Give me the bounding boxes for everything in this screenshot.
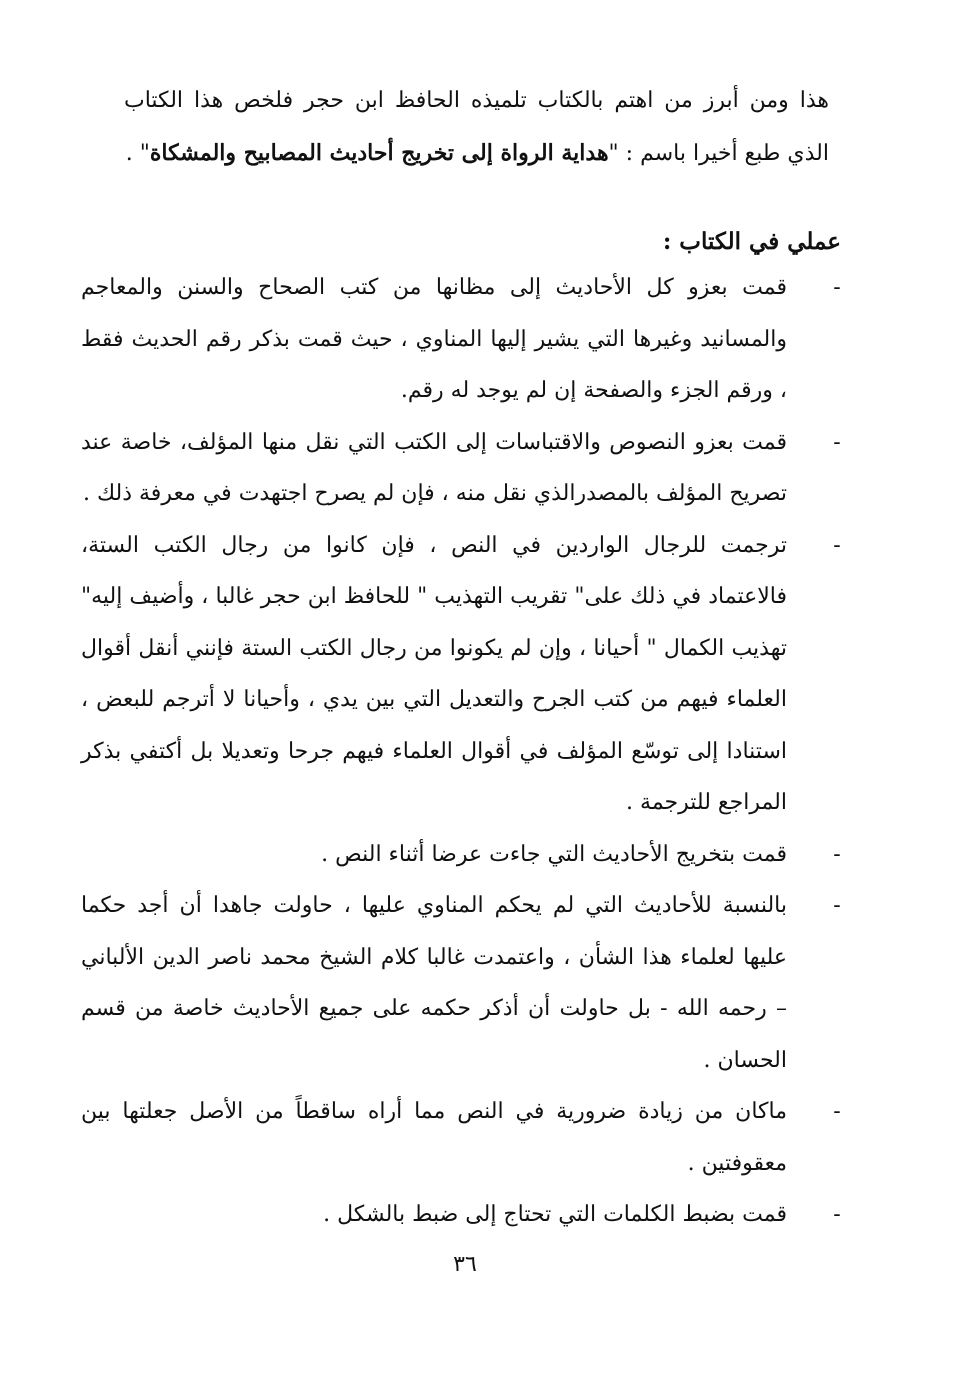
list-item — [81, 417, 847, 520]
list-item — [81, 829, 847, 881]
bullet-dash: - — [833, 1202, 841, 1227]
section-heading: عملي في الكتاب : — [662, 228, 841, 255]
list-item-text: ترجمت للرجال الواردين في النص ، فإن كانوا من رجال الكتب الستة، فالاعتماد في ذلك على" تقريب التهذيب " للحافظ ابن حجر غالبا ، وأضيف إليه" تهذيب الكمال " أحيانا ، وإن لم يكونوا من رجال الكتب الستة فإنني أنقل أقوال العلماء فيهم من كتب الجرح والتعديل التي بين يدي ، وأحيانا لا أترجم للبعض ، استنادا إلى توسّع المؤلف في أقوال العلماء فيهم جرحا وتعديلا بل أكتفي بذكر المراجع للترجمة . — [81, 532, 787, 815]
bullet-dash: - — [833, 893, 841, 918]
page-number: ٣٦ — [453, 1252, 477, 1277]
work-items-list — [81, 262, 847, 1241]
intro-paragraph — [124, 74, 829, 180]
list-item — [81, 1086, 847, 1189]
list-item — [81, 880, 847, 1086]
list-item-text: بالنسبة للأحاديث التي لم يحكم المناوي عليها ، حاولت جاهدا أن أجد حكما عليها لعلماء هذا الشأن ، واعتمدت غالبا كلام الشيخ محمد ناصر الدين الألباني – رحمه الله - بل حاولت أن أذكر حكمه على جميع الأحاديث خاصة من قسم الحسان . — [81, 893, 787, 1073]
list-item-text: ماكان من زيادة ضرورية في النص مما أراه ساقطاً من الأصل جعلتها بين معقوفتين . — [81, 1099, 787, 1176]
list-item-text: قمت بضبط الكلمات التي تحتاج إلى ضبط بالشكل . — [323, 1202, 787, 1227]
list-item — [81, 520, 847, 829]
list-item-text: قمت بتخريج الأحاديث التي جاءت عرضا أثناء النص . — [321, 841, 787, 867]
intro-text-before: هذا ومن أبرز من اهتم بالكتاب تلميذه الحافظ ابن حجر فلخص هذا الكتاب الذي طبع أخيرا باسم : " — [124, 88, 829, 166]
bullet-dash: - — [833, 429, 841, 455]
bullet-dash: - — [833, 275, 841, 300]
bullet-dash: - — [833, 532, 841, 558]
bullet-dash: - — [833, 1099, 841, 1124]
list-item — [81, 1189, 847, 1241]
list-item — [81, 262, 847, 417]
book-title: هداية الرواة إلى تخريج أحاديث المصابيح والمشكاة — [149, 140, 609, 166]
intro-text-after: " . — [125, 141, 150, 166]
list-item-text: قمت بعزو كل الأحاديث إلى مظانها من كتب الصحاح والسنن والمعاجم والمسانيد وغيرها التي يشير إليها المناوي ، حيث قمت بذكر رقم الحديث فقط ، ورقم الجزء والصفحة إن لم يوجد له رقم. — [81, 275, 788, 403]
list-item-text: قمت بعزو النصوص والاقتباسات إلى الكتب التي نقل منها المؤلف، خاصة عند تصريح المؤلف بالمصدرالذي نقل منه ، فإن لم يصرح اجتهدت في معرفة ذلك . — [81, 429, 787, 506]
bullet-dash: - — [833, 841, 841, 867]
